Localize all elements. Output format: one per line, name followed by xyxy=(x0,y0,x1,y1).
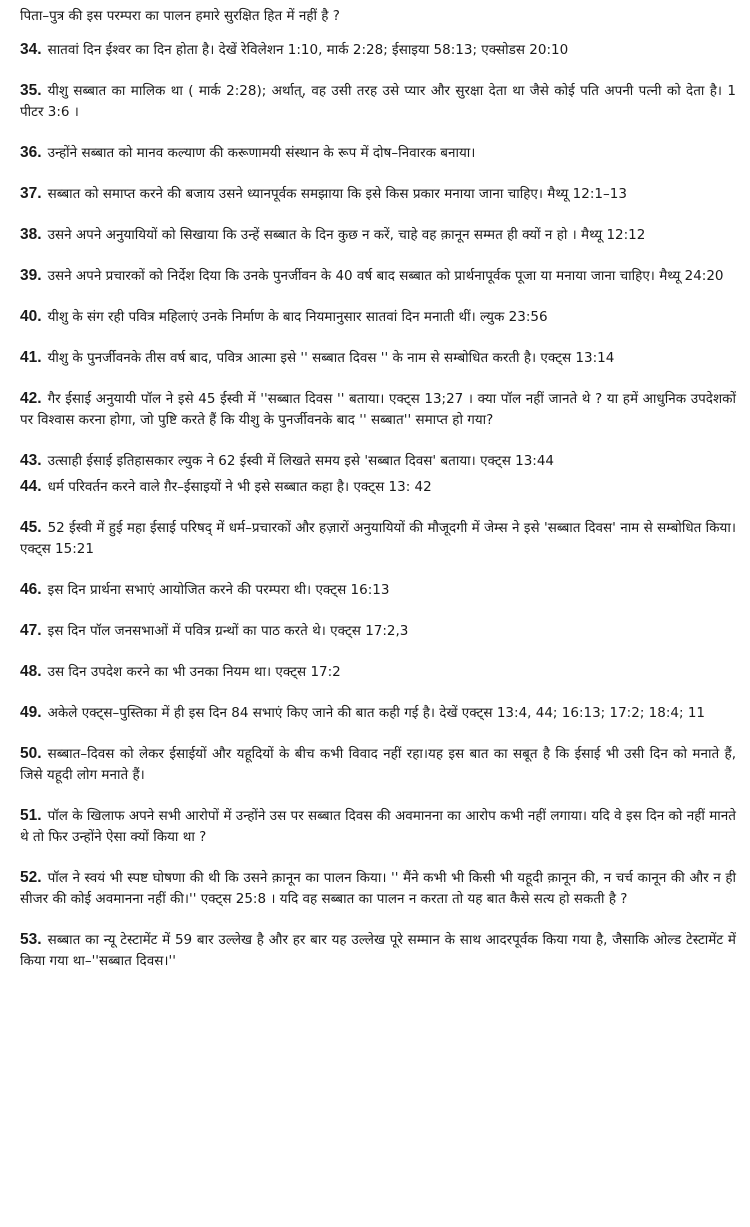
list-item xyxy=(20,867,736,910)
point-text: सब्बात–दिवस को लेकर ईसाईयों और यहूदियों के बीच कभी विवाद नहीं रहा।यह इस बात का सबूत है कि ईसाई भी उसी दिन को मनाते हैं, जिसे यहूदी लोग मनाते हैं। xyxy=(20,746,736,783)
point-text: उसने अपने प्रचारकों को निर्देश दिया कि उनके पुनर्जीवन के 40 वर्ष बाद सब्बात को प्रार्थनापूर्वक पूजा या मनाया जाना चाहिए। मैथ्यू 24:20 xyxy=(47,268,724,284)
point-text: उत्साही ईसाई इतिहासकार ल्युक ने 62 ईस्वी में लिखते समय इसे 'सब्बात दिवस' बताया। एक्ट्स 13:44 xyxy=(47,453,555,469)
point-text: 52 ईस्वी में हुई महा ईसाई परिषद् में धर्म–प्रचारकों और हज़ारों अनुयायियों की मौजूदगी में जेम्स ने इसे 'सब्बात दिवस' नाम से सम्बोधित किया। एक्ट्स 15:21 xyxy=(20,520,736,557)
list-item xyxy=(20,929,736,972)
point-text: यीशु के संग रही पवित्र महिलाएं उनके निर्माण के बाद नियमानुसार सातवां दिन मनाती थीं। ल्युक 23:56 xyxy=(47,309,548,325)
point-text: सातवां दिन ईश्वर का दिन होता है। देखें रेविलेशन 1:10, मार्क 2:28; ईसाइया 58:13; एक्सोडस 20:10 xyxy=(47,42,569,58)
point-text: सब्बात का न्यू टेस्टामेंट में 59 बार उल्लेख है और हर बार यह उल्लेख पूरे सम्मान के साथ आदरपूर्वक किया गया है, जैसाकि ओल्ड टेस्टामेंट में किया गया था–''सब्बात दिवस।'' xyxy=(20,932,736,969)
point-text: इस दिन पॉल जनसभाओं में पवित्र ग्रन्थों का पाठ करते थे। एक्ट्स 17:2,3 xyxy=(47,623,409,639)
point-number: 44. xyxy=(20,478,42,495)
intro-line: पिता–पुत्र की इस परम्परा का पालन हमारे सुरक्षित हित में नहीं है ? xyxy=(20,8,340,24)
point-number: 38. xyxy=(20,226,42,243)
point-number: 37. xyxy=(20,185,42,202)
point-text: अकेले एक्ट्स–पुस्तिका में ही इस दिन 84 सभाएं किए जाने की बात कही गई है। देखें एक्ट्स 13:4, 44; 16:13; 17:2; 18:4; 11 xyxy=(47,705,705,721)
point-number: 36. xyxy=(20,144,42,161)
point-text: इस दिन प्रार्थना सभाएं आयोजित करने की परम्परा थी। एक्ट्स 16:13 xyxy=(47,582,390,598)
point-number: 46. xyxy=(20,581,42,598)
point-text: यीशु सब्बात का मालिक था ( मार्क 2:28); अर्थात्, वह उसी तरह उसे प्यार और सुरक्षा देता था जैसे कोई पति अपनी पत्नी को देता है। 1 पीटर 3:6 । xyxy=(20,83,736,120)
list-item xyxy=(20,450,736,472)
list-item xyxy=(20,39,736,61)
list-item xyxy=(20,265,736,287)
point-number: 52. xyxy=(20,869,42,886)
point-number: 40. xyxy=(20,308,42,325)
list-item xyxy=(20,743,736,786)
list-item xyxy=(20,805,736,848)
point-number: 45. xyxy=(20,519,42,536)
list-item xyxy=(20,80,736,123)
list-item xyxy=(20,579,736,601)
list-item xyxy=(20,661,736,683)
list-item xyxy=(20,702,736,724)
point-number: 48. xyxy=(20,663,42,680)
list-item xyxy=(20,183,736,205)
list-item xyxy=(20,517,736,560)
point-text: उसने अपने अनुयायियों को सिखाया कि उन्हें सब्बात के दिन कुछ न करें, चाहे वह क़ानून सम्मत ही क्यों न हो । मैथ्यू 12:12 xyxy=(47,227,646,243)
point-text: धर्म परिवर्तन करने वाले ग़ैर–ईसाइयों ने भी इसे सब्बात कहा है। एक्ट्स 13: 42 xyxy=(47,479,432,495)
point-text: पॉल के खिलाफ अपने सभी आरोपों में उन्होंने उस पर सब्बात दिवस की अवमानना का आरोप कभी नहीं लगाया। यदि वे इस दिन को नहीं मानते थे तो फिर उन्होंने ऐसा क्यों किया था ? xyxy=(20,808,736,845)
list-item xyxy=(20,142,736,164)
point-number: 42. xyxy=(20,390,42,407)
point-number: 51. xyxy=(20,807,42,824)
point-text: यीशु के पुनर्जीवनके तीस वर्ष बाद, पवित्र आत्मा इसे '' सब्बात दिवस '' के नाम से सम्बोधित करती है। एक्ट्स 13:14 xyxy=(47,350,615,366)
point-number: 49. xyxy=(20,704,42,721)
point-number: 50. xyxy=(20,745,42,762)
numbered-points-list xyxy=(20,39,736,972)
point-number: 47. xyxy=(20,622,42,639)
list-item xyxy=(20,388,736,431)
list-item xyxy=(20,347,736,369)
point-number: 41. xyxy=(20,349,42,366)
list-item xyxy=(20,306,736,328)
point-text: उन्होंने सब्बात को मानव कल्याण की करूणामयी संस्थान के रूप में दोष–निवारक बनाया। xyxy=(47,145,476,161)
point-number: 35. xyxy=(20,82,42,99)
list-item xyxy=(20,620,736,642)
point-text: गैर ईसाई अनुयायी पॉल ने इसे 45 ईस्वी में ''सब्बात दिवस '' बताया। एक्ट्स 13;27 । क्या पॉल नहीं जानते थे ? या हमें आधुनिक उपदेशकों पर विश्वास करना होगा, जो पुष्टि करते हैं कि यीशु के पुनर्जीवनके बाद '' सब्बात'' समाप्त हो गया? xyxy=(20,391,736,428)
list-item xyxy=(20,476,736,498)
list-item xyxy=(20,224,736,246)
point-text: उस दिन उपदेश करने का भी उनका नियम था। एक्ट्स 17:2 xyxy=(47,664,341,680)
point-number: 43. xyxy=(20,452,42,469)
point-number: 39. xyxy=(20,267,42,284)
point-text: सब्बात को समाप्त करने की बजाय उसने ध्यानपूर्वक समझाया कि इसे किस प्रकार मनाया जाना चाहिए। मैथ्यू 12:1–13 xyxy=(47,186,627,202)
point-number: 34. xyxy=(20,41,42,58)
point-text: पॉल ने स्वयं भी स्पष्ट घोषणा की थी कि उसने क़ानून का पालन किया। '' मैंने कभी भी किसी भी यहूदी क़ानून की, न चर्च कानून की और न ही सीजर की कोई अवमानना नहीं की।'' एक्ट्स 25:8 । यदि वह सब्बात का पालन न करता तो यह बात कैसे सत्य हो सकती है ? xyxy=(20,870,736,907)
point-number: 53. xyxy=(20,931,42,948)
